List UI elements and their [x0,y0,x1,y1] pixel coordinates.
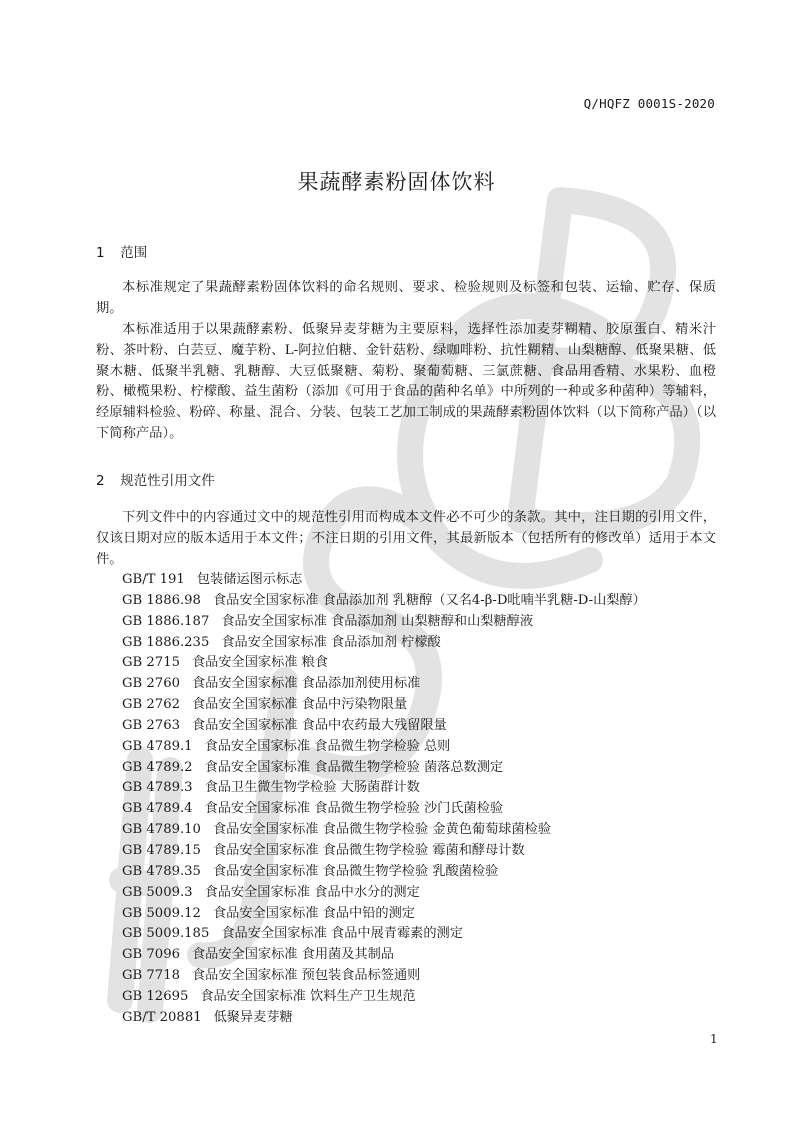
section-2-title: 规范性引用文件 [120,473,215,489]
reference-title: 食品卫生微生物学检验 大肠菌群计数 [204,780,420,796]
reference-item [122,987,722,1008]
reference-code: GB 12695 [122,988,189,1004]
reference-item [122,924,722,945]
reference-code: GB 2715 [122,655,180,671]
document-title: 果蔬酵素粉固体饮料 [297,170,496,194]
reference-item [122,653,722,674]
reference-code: GB 4789.1 [122,738,193,754]
section-2-number: 2 [96,473,105,489]
reference-code: GB 4789.3 [122,780,193,796]
reference-code: GB/T 191 [122,572,185,587]
reference-code: GB 7096 [122,947,180,963]
reference-title: 食品安全国家标准 食品添加剂使用标准 [191,676,421,692]
reference-item [122,883,722,904]
section-2-intro: 下列文件中的内容通过文中的规范性引用而构成本文件必不可少的条款。其中，注日期的引用文件，仅该日期对应的版本适用于本文件；不注日期的引用文件，其最新版本（包括所有的修改单）适用于本文件。 [96,510,716,567]
reference-title: 食品安全国家标准 预包装食品标签通则 [191,968,421,984]
reference-title: 食品安全国家标准 食品添加剂 山梨糖醇和山梨糖醇液 [221,613,534,629]
reference-code: GB/T 20881 [122,1009,202,1025]
reference-code: GB 1886.235 [122,634,210,650]
reference-title: 包装储运图示标志 [196,572,303,587]
reference-item [122,591,722,612]
reference-code: GB 2762 [122,697,180,713]
reference-item [122,633,722,654]
reference-title: 食品安全国家标准 食品微生物学检验 总则 [204,738,451,754]
reference-code: GB 4789.10 [122,822,201,838]
section-2-heading [96,469,215,489]
reference-item [122,695,722,716]
reference-code: GB 5009.3 [122,884,193,900]
reference-code: GB 1886.187 [122,613,210,629]
reference-title: 低聚异麦芽糖 [213,1009,293,1025]
reference-item [122,820,722,841]
reference-item [122,737,722,758]
reference-item [122,778,722,799]
reference-code: GB 5009.12 [122,905,201,921]
reference-item [122,904,722,925]
reference-item [122,1008,722,1029]
reference-item [122,612,722,633]
section-1-title: 范围 [120,245,148,261]
section-1-heading [96,241,147,261]
reference-title: 食品安全国家标准 食品微生物学检验 霉菌和酵母计数 [212,842,525,858]
reference-title: 食品安全国家标准 食用菌及其制品 [191,947,394,963]
section-1-paragraph-2: 本标准适用于以果蔬酵素粉、低聚异麦芽糖为主要原料，选择性添加麦芽糊精、胶原蛋白、精米汁粉、茶叶粉、白芸豆、魔芋粉、L-阿拉伯糖、金针菇粉、绿咖啡粉、抗性糊精、山梨糖醇、低聚果糖、低聚木糖、低聚半乳糖、乳糖醇、大豆低聚糖、菊粉、聚葡萄糖、三氯蔗糖、食品用香精、水果粉、血橙粉、橄榄果粉、柠檬酸、益生菌粉（添加《可用于食品的菌种名单》中所列的一种或多种菌种）等辅料，经原辅料检验、粉碎、称量、混合、分装、包装工艺加工制成的果蔬酵素粉固体饮料（以下简称产品）（以下简称产品）。 [96,322,716,441]
reference-code: GB 5009.185 [122,926,210,942]
reference-title: 食品安全国家标准 粮食 [191,655,329,671]
reference-code: GB 4789.35 [122,863,201,879]
reference-code: GB 2763 [122,717,180,733]
reference-item [122,966,722,987]
reference-item [122,841,722,862]
reference-item [122,945,722,966]
reference-title: 食品安全国家标准 食品中展青霉素的测定 [221,926,463,942]
section-1-paragraph-1: 本标准规定了果蔬酵素粉固体饮料的命名规则、要求、检验规则及标签和包装、运输、贮存、保质期。 [96,280,716,316]
reference-title: 食品安全国家标准 食品中农药最大残留限量 [191,717,447,733]
reference-item [122,570,722,591]
reference-title: 食品安全国家标准 食品微生物学检验 金黄色葡萄球菌检验 [212,822,552,838]
reference-item [122,799,722,820]
reference-code: GB 4789.2 [122,759,193,775]
reference-code: GB 7718 [122,968,180,984]
reference-item [122,862,722,883]
reference-item [122,716,722,737]
page-number: 1 [710,1032,718,1046]
reference-title: 食品安全国家标准 食品中铅的测定 [212,905,415,921]
reference-title: 食品安全国家标准 食品中水分的测定 [204,884,420,900]
reference-title: 食品安全国家标准 食品添加剂 乳糖醇（又名4-β-D吡喃半乳糖-D-山梨醇） [212,592,646,608]
reference-code: GB 4789.15 [122,842,201,858]
reference-title: 食品安全国家标准 食品添加剂 柠檬酸 [221,634,441,650]
reference-list [122,570,722,1029]
reference-title: 食品安全国家标准 食品微生物学检验 乳酸菌检验 [212,863,499,879]
reference-title: 食品安全国家标准 食品微生物学检验 菌落总数测定 [204,759,504,775]
reference-item [122,758,722,779]
reference-item [122,674,722,695]
reference-title: 食品安全国家标准 食品微生物学检验 沙门氏菌检验 [204,801,504,817]
section-1-number: 1 [96,245,105,261]
reference-code: GB 2760 [122,676,180,692]
standard-code: Q/HQFZ 0001S-2020 [583,96,715,111]
reference-code: GB 1886.98 [122,592,201,608]
reference-code: GB 4789.4 [122,801,193,817]
reference-title: 食品安全国家标准 饮料生产卫生规范 [200,988,416,1004]
reference-title: 食品安全国家标准 食品中污染物限量 [191,697,408,713]
